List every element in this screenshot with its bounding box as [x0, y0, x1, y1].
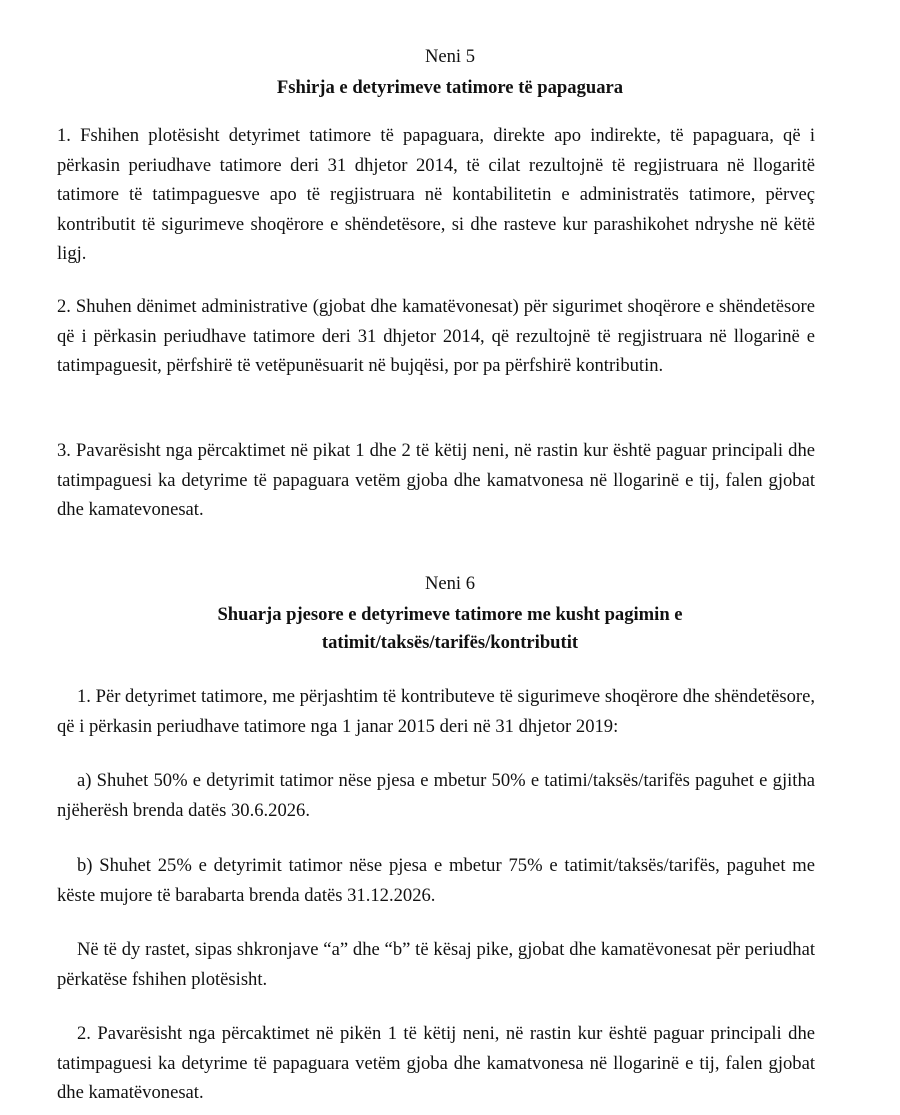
- article-6-paragraph-1: 1. Për detyrimet tatimore, me përjashtim të kontributeve të sigurimeve shoqërore dhe shëndetësore, që i përkasin periudhave tatimore nga 1 janar 2015 deri në 31 dhjetor 2019:: [57, 686, 815, 737]
- article-6-item-a: a) Shuhet 50% e detyrimit tatimor nëse pjesa e mbetur 50% e tatimi/taksës/tarifës paguhet e gjitha njëherësh brenda datës 30.6.2026.: [57, 770, 815, 821]
- article-6-number: Neni 6: [424, 573, 476, 594]
- article-6-item-b: b) Shuhet 25% e detyrimit tatimor nëse pjesa e mbetur 75% e tatimit/taksës/tarifës, paguhet me këste mujore të barabarta brenda datës 31.12.2026.: [57, 855, 815, 906]
- article-5-paragraph-2: 2. Shuhen dënimet administrative (gjobat dhe kamatëvonesat) për sigurimet shoqërore e shëndetësore që i përkasin periudhave tatimore deri 31 dhjetor 2014, që rezultojnë të regjistruara në llogarinë e tatimpaguesit, përfshirë të vetëpunësuarit në bujqësi, por pa përfshirë kontributin.: [57, 296, 815, 376]
- article-6-title-line-2: tatimit/taksës/tarifës/kontributit: [321, 632, 579, 653]
- article-5-paragraph-3: 3. Pavarësisht nga përcaktimet në pikat 1 dhe 2 të këtij neni, në rastin kur është paguar principali dhe tatimpaguesi ka detyrime të papaguara vetëm gjoba dhe kamatvonesa në llogarinë e tij, falen gjobat dhe kamatevonesat.: [57, 440, 815, 520]
- article-6-paragraph-2: 2. Pavarësisht nga përcaktimet në pikën 1 të këtij neni, në rastin kur është paguar principali dhe tatimpaguesi ka detyrime të papaguara vetëm gjoba dhe kamatvonesa në llogarinë e tij, falen gjobat dhe kamatëvonesat.: [57, 1023, 815, 1103]
- article-5-title: Fshirja e detyrimeve tatimore të papaguara: [276, 77, 624, 98]
- article-6-note: Në të dy rastet, sipas shkronjave “a” dhe “b” të kësaj pike, gjobat dhe kamatëvonesat për periudhat përkatëse fshihen plotësisht.: [57, 939, 815, 990]
- article-5-paragraph-1: 1. Fshihen plotësisht detyrimet tatimore të papaguara, direkte apo indirekte, të papaguara, që i përkasin periudhave tatimore deri 31 dhjetor 2014, të cilat rezultojnë të regjistruara në llogaritë tatimore të tatimpaguesve apo të regjistruara në kontabilitetin e administratës tatimore, përveç kontributit të sigurimeve shoqërore e shëndetësore, si dhe rasteve kur parashikohet ndryshe në këtë ligj.: [57, 125, 815, 264]
- article-5-number: Neni 5: [424, 46, 476, 67]
- article-6-title-line-1: Shuarja pjesore e detyrimeve tatimore me kusht pagimin e: [217, 604, 683, 625]
